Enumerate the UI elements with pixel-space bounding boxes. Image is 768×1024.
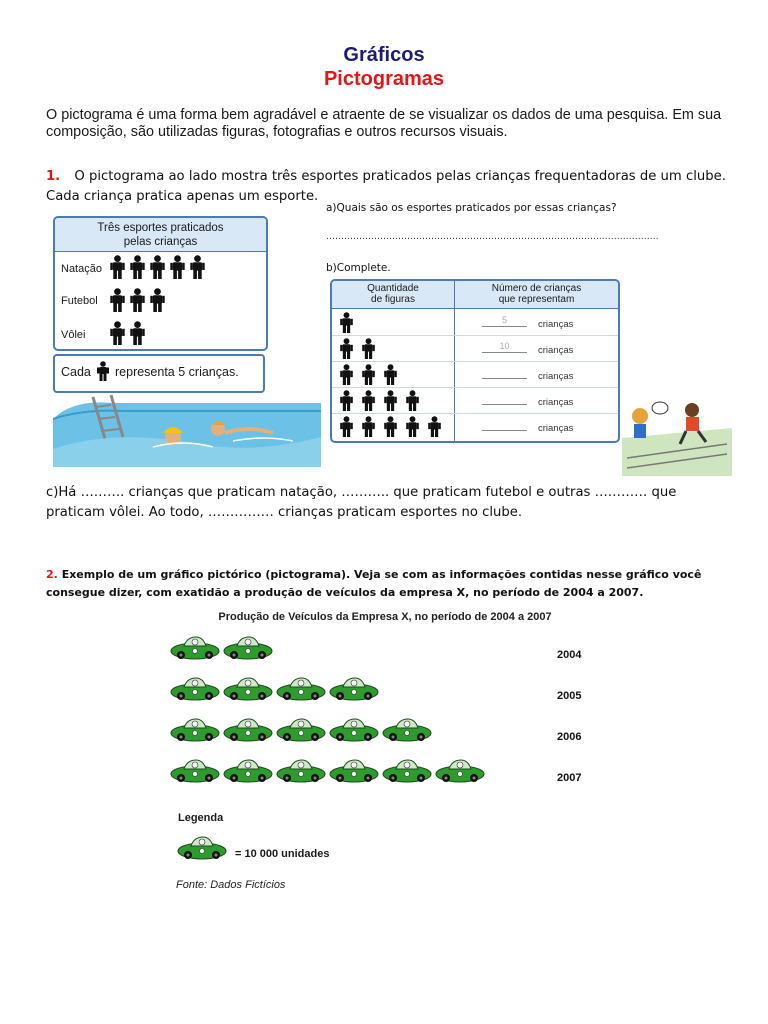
page-title: Gráficos (343, 44, 425, 66)
unit-label: crianças (538, 371, 574, 382)
answer-blank[interactable] (482, 419, 527, 431)
header-figures: Quantidade de figuras (367, 283, 419, 305)
athletes-illustration (622, 398, 732, 476)
answer-blank[interactable]: 5 (482, 315, 527, 327)
car-icon (224, 760, 272, 782)
child-icon (384, 416, 397, 437)
row-label-natacao: Natação (61, 263, 102, 275)
question-2 (46, 566, 726, 602)
child-icon (130, 321, 144, 345)
child-icon (362, 390, 375, 411)
legend-title: Legenda (178, 812, 224, 824)
table-row (332, 361, 618, 388)
year-label: 2006 (557, 731, 582, 743)
car-icon (383, 760, 431, 782)
car-icon (171, 760, 219, 782)
child-icon (384, 364, 397, 385)
unit-label: crianças (538, 423, 574, 434)
legend-suffix: representa 5 crianças. (115, 365, 239, 379)
year-label: 2004 (557, 649, 582, 661)
question-1b: b)Complete. (326, 262, 391, 274)
unit-label: crianças (538, 345, 574, 356)
child-icon (97, 361, 110, 383)
question-2-text: Exemplo de um gráfico pictórico (pictograma). Veja se com as informações contidas nesse gráfico você consegue dizer, com exatidão a produção de veículos da empresa X, no período de 2004 a 2007. (46, 568, 702, 599)
table-row (332, 413, 618, 439)
child-icon (362, 416, 375, 437)
car-icon (171, 637, 219, 659)
row-figures (340, 364, 450, 386)
answer-blank[interactable] (482, 393, 527, 405)
legend-value: = 10 000 unidades (235, 848, 330, 860)
header-children: Número de crianças que representam (491, 283, 582, 305)
question-1-number: 1. (46, 169, 61, 184)
car-icon (330, 719, 378, 741)
answer-blank[interactable]: 10 (482, 341, 527, 353)
question-1-text: O pictograma ao lado mostra três esportes praticados pelas crianças frequentadoras de um clube. Cada criança pratica apenas um esporte. (46, 169, 726, 204)
child-icon (190, 255, 204, 279)
table-row (332, 335, 618, 362)
pictogram-box (53, 216, 268, 351)
row-figures (340, 338, 450, 360)
intro-paragraph: O pictograma é uma forma bem agradável e atraente de se visualizar os dados de uma pesquisa. Em sua composição, são utilizadas figuras, fotografias e outros recursos visuais. (46, 107, 722, 140)
car-icon (383, 719, 431, 741)
pictogram-legend (53, 354, 265, 393)
row-label-futebol: Futebol (61, 295, 98, 307)
pictogram-figures (110, 255, 260, 347)
child-icon (150, 255, 164, 279)
question-1 (46, 167, 736, 207)
row-label-volei: Vôlei (61, 329, 86, 341)
car-icon (277, 760, 325, 782)
car-icon (224, 678, 272, 700)
vehicle-pictogram-chart (170, 632, 600, 792)
year-label: 2005 (557, 690, 582, 702)
car-icon (277, 678, 325, 700)
car-icon (171, 678, 219, 700)
swimming-pool-illustration (53, 389, 321, 467)
child-icon (150, 288, 164, 312)
table-row (332, 309, 618, 336)
child-icon (110, 255, 124, 279)
pictogram-title-line2: pelas crianças (123, 236, 198, 248)
child-icon (340, 390, 353, 411)
car-icon (224, 719, 272, 741)
answer-blank[interactable] (482, 367, 527, 379)
car-icon (177, 832, 229, 862)
car-icon (277, 719, 325, 741)
answer-line-1a[interactable]: ………………………………………………………………………………..………………. (326, 232, 659, 242)
table-header (332, 281, 618, 309)
question-1a: a)Quais são os esportes praticados por essas crianças? (326, 202, 617, 214)
pictogram-title-line1: Três esportes praticados (97, 222, 224, 234)
car-icon (330, 678, 378, 700)
row-figures (340, 312, 450, 334)
child-icon (406, 416, 419, 437)
child-icon (110, 288, 124, 312)
question-1c (46, 483, 746, 523)
page-subtitle: Pictogramas (323, 68, 445, 90)
pictogram-title (55, 218, 266, 252)
car-icon (330, 760, 378, 782)
question-1c-line2: praticam vôlei. Ao todo, …………… crianças praticam esportes no clube. (46, 505, 523, 520)
child-icon (130, 255, 144, 279)
question-1c-line1: c)Há ………. crianças que praticam natação, ……….. que praticam futebol e outras ………… que (46, 485, 677, 500)
child-icon (340, 364, 353, 385)
child-icon (110, 321, 124, 345)
child-icon (362, 338, 375, 359)
chart-title: Produção de Veículos da Empresa X, no período de 2004 a 2007 (218, 611, 552, 623)
row-figures (340, 390, 450, 412)
table-row (332, 387, 618, 414)
row-figures (340, 416, 450, 438)
unit-label: crianças (538, 397, 574, 408)
legend-prefix: Cada (61, 365, 91, 379)
child-icon (170, 255, 184, 279)
child-icon (130, 288, 144, 312)
question-2-number: 2. (46, 568, 58, 581)
year-label: 2007 (557, 772, 582, 784)
child-icon (340, 312, 353, 333)
car-icon (436, 760, 484, 782)
chart-source: Fonte: Dados Fictícios (176, 879, 286, 891)
child-icon (362, 364, 375, 385)
child-icon (406, 390, 419, 411)
child-icon (340, 416, 353, 437)
complete-table (330, 279, 620, 443)
child-icon (340, 338, 353, 359)
car-icon (224, 637, 272, 659)
car-icon (171, 719, 219, 741)
unit-label: crianças (538, 319, 574, 330)
child-icon (384, 390, 397, 411)
child-icon (428, 416, 441, 437)
